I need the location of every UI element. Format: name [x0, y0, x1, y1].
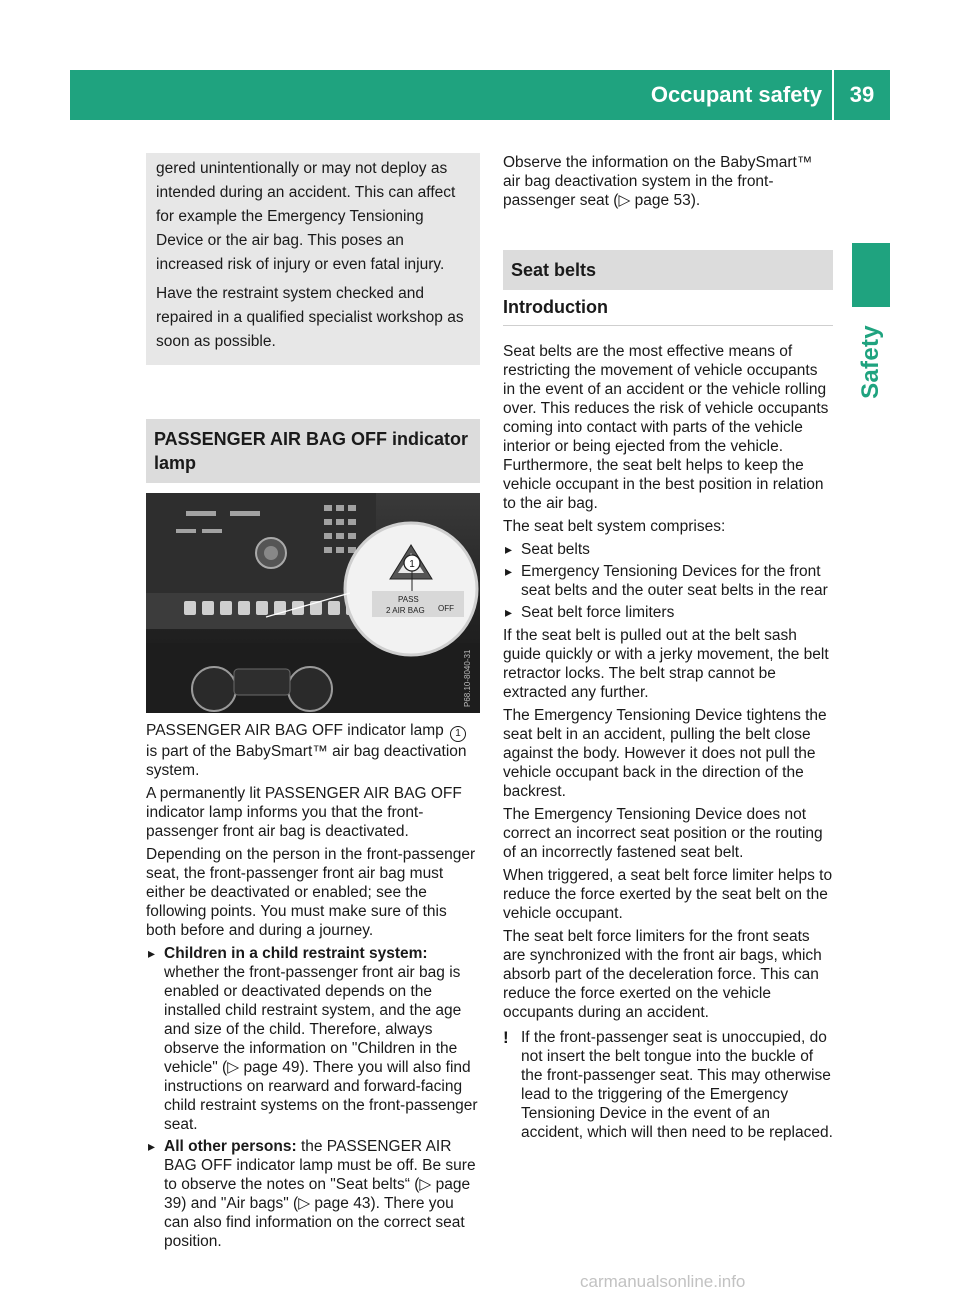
dashboard-illustration: [146, 493, 480, 713]
header-title: Occupant safety: [650, 82, 822, 107]
warning-icon: !: [503, 1028, 509, 1047]
bullet-icon: ▸: [148, 945, 156, 961]
list-item: ▸ Emergency Tensioning Devices for the front seat belts and the outer seat belts in the rear: [505, 563, 828, 599]
figure-code: P68.10-8040-31: [463, 649, 472, 707]
bullet-icon: ▸: [148, 1138, 156, 1154]
lamp-text-line2: 2 AIR BAG: [386, 606, 425, 615]
callout-number-icon: 1: [450, 726, 466, 742]
paragraph: Seat belts are the most effective means of restricting the movement of vehicle occupants in the event of an accident or the vehicle rolling over. This reduces the risk of vehicle occupants coming into contact with parts of the vehicle interior or being ejected from the vehicle. Furthermore, the seat belt helps to keep the vehicle occupant in the best position in relation to the air bag.: [503, 343, 829, 512]
paragraph: When triggered, a seat belt force limiter helps to reduce the force exerted by the seat belt on the vehicle occupant.: [503, 867, 833, 922]
right-column: [503, 153, 833, 1142]
chapter-tab-marker: [852, 243, 890, 307]
paragraph: A permanently lit PASSENGER AIR BAG OFF indicator lamp informs you that the front-passenger front air bag is deactivated.: [146, 785, 462, 840]
chapter-tab-label: [852, 312, 890, 412]
note-paragraph: gered unintentionally or may not deploy as intended during an accident. This can affect for example the Emergency Tensioning Device or the air bag. This poses an increased risk of injury or even fatal injury.: [156, 160, 456, 273]
lamp-text-line1: PASS: [398, 595, 419, 604]
dashboard-photo: [146, 493, 480, 713]
bullet-list: [503, 540, 833, 622]
left-column: [146, 153, 480, 1255]
paragraph: If the seat belt is pulled out at the belt sash guide quickly or with a jerky movement, the belt retractor locks. The belt strap cannot be extracted any further.: [503, 627, 829, 701]
section-heading: PASSENGER AIR BAG OFF indicator lamp: [146, 419, 480, 483]
warning-note: [503, 1028, 833, 1142]
list-item: ▸ All other persons: the PASSENGER AIR BAG OFF indicator lamp must be off. Be sure to observe the notes on "Seat belts“ (▷ page 39) and "Air bags" (▷ page 43). There you can also find information on the correct seat position.: [148, 1138, 476, 1250]
warning-text: If the front-passenger seat is unoccupied, do not insert the belt tongue into the buckle of the front-passenger seat. This may otherwise lead to the triggering of the Emergency Tensioning Device in the event of an accident, which will then need to be replaced.: [521, 1029, 833, 1141]
bullet-list: [146, 944, 480, 1251]
chapter-label: Safety: [857, 325, 884, 399]
bullet-icon: ▸: [505, 563, 513, 579]
paragraph: Observe the information on the BabySmart™ air bag deactivation system in the front-passenger seat (▷ page 53).: [503, 154, 813, 209]
note-paragraph: Have the restraint system checked and repaired in a qualified specialist workshop as soon as possible.: [156, 285, 464, 350]
page-header: [70, 70, 890, 120]
paragraph: The Emergency Tensioning Device does not correct an incorrect seat position or the routing of an incorrectly fastened seat belt.: [503, 806, 823, 861]
paragraph: Depending on the person in the front-passenger seat, the front-passenger front air bag must either be deactivated or enabled; see the following points. You must make sure of this both before and during a journey.: [146, 846, 476, 939]
note-box: [146, 153, 480, 365]
list-item: ▸ Children in a child restraint system: whether the front-passenger front air bag is enabled or deactivated depends on the installed child restraint system, and the age and size of the child. Therefore, always observe the information on "Children in the vehicle" (▷ page 49). There you will also find instructions on rearward and forward-facing child restraint systems on the front-passenger seat.: [148, 945, 478, 1133]
list-item: ▸ Seat belt force limiters: [505, 604, 675, 621]
page-number: 39: [849, 82, 875, 107]
watermark: carmanualsonline.info: [580, 1272, 746, 1291]
paragraph: The seat belt force limiters for the front seats are synchronized with the front air bags, which absorb part of the deceleration force. This can reduce the force exerted on the vehicle occupants during an accident.: [503, 928, 822, 1021]
paragraph: The Emergency Tensioning Device tightens the seat belt in an accident, pulling the belt close against the body. However it does not pull the vehicle occupant back in the direction of the backrest.: [503, 707, 827, 800]
paragraph: The seat belt system comprises:: [503, 518, 726, 535]
figure-callout-number: 1: [409, 559, 415, 570]
lamp-text-off: OFF: [438, 604, 454, 613]
figure-caption: PASSENGER AIR BAG OFF indicator lamp 1 is part of the BabySmart™ air bag deactivation system.: [146, 722, 467, 779]
section-heading: Seat belts: [503, 250, 833, 290]
bullet-icon: ▸: [505, 604, 513, 620]
bullet-icon: ▸: [505, 541, 513, 557]
subheading: Introduction: [503, 298, 833, 326]
list-item: ▸ Seat belts: [505, 541, 590, 558]
